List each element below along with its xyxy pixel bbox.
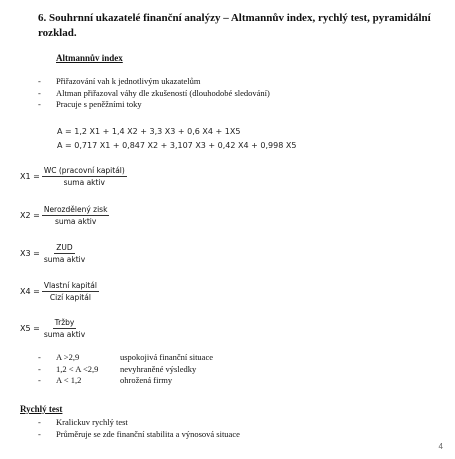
page-number: 4 (438, 442, 443, 451)
formula-variable: X2 = (20, 211, 40, 220)
formula-variable: X3 = (20, 249, 40, 258)
list-item: - Přiřazování vah k jednotlivým ukazatelům (38, 76, 201, 86)
bullet-text: Pracuje s peněžními toky (56, 99, 142, 109)
altman-equation-2: A = 0,717 X1 + 0,847 X2 + 3,107 X3 + 0,42 X4 + 0,998 X5 (57, 141, 297, 150)
range-condition: 1,2 < A <2,9 (56, 363, 99, 374)
range-description: nevyhraněné výsledky (120, 363, 197, 374)
fraction-denominator: suma aktiv (54, 217, 97, 226)
altman-subheading: Altmannův index (56, 53, 123, 63)
list-item: - Kralickuv rychlý test (38, 417, 128, 427)
list-item: - Pracuje s peněžními toky (38, 99, 142, 109)
range-condition: A < 1,2 (56, 375, 82, 385)
fraction (42, 318, 87, 339)
list-item: - A >2,9 uspokojivá finanční situace (38, 352, 214, 362)
altman-ranges-list (38, 352, 213, 387)
formula-variable: X5 = (20, 324, 40, 333)
fraction (42, 166, 127, 187)
rychly-test-subheading: Rychlý test (20, 404, 63, 414)
section-heading: 6. Souhrnní ukazatelé finanční analýzy – Altmannův index, rychlý test, pyramidální rozklad. (38, 12, 431, 39)
rychly-test-bullet-list (38, 417, 240, 440)
bullet-text: Altman přiřazoval váhy dle zkušeností (dlouhodobé sledování) (56, 87, 270, 98)
list-item: - Průměruje se zde finanční stabilita a výnosová situace (38, 428, 240, 439)
range-description: ohrožená firmy (120, 375, 173, 385)
range-condition: A >2,9 (56, 352, 80, 362)
fraction (42, 205, 110, 226)
formula-x4 (20, 281, 99, 302)
altman-bullet-list (38, 76, 270, 111)
fraction-numerator: Nerozdělený zisk (43, 205, 108, 214)
formula-variable: X4 = (20, 287, 40, 296)
altman-equation-1: A = 1,2 X1 + 1,4 X2 + 3,3 X3 + 0,6 X4 + 1X5 (57, 127, 241, 136)
fraction (42, 281, 99, 302)
bullet-text: Kralickuv rychlý test (56, 417, 128, 427)
formula-x1 (20, 166, 127, 187)
fraction-numerator: Tržby (54, 318, 75, 327)
list-item: - Altman přiřazoval váhy dle zkušeností (dlouhodobé sledování) (38, 87, 270, 98)
fraction-numerator: Vlastní kapitál (43, 281, 97, 290)
bullet-text: Průměruje se zde finanční stabilita a výnosová situace (56, 428, 240, 439)
fraction-numerator: ZUD (56, 243, 73, 252)
fraction-denominator: suma aktiv (43, 255, 86, 264)
range-description: uspokojivá finanční situace (120, 352, 214, 362)
formula-x5 (20, 318, 87, 339)
formula-variable: X1 = (20, 172, 40, 181)
formula-x2 (20, 205, 109, 226)
fraction (42, 243, 87, 264)
bullet-text: Přiřazování vah k jednotlivým ukazatelům (56, 76, 201, 86)
fraction-denominator: suma aktiv (63, 178, 105, 187)
list-item: - A < 1,2 ohrožená firmy (38, 375, 173, 385)
fraction-denominator: suma aktiv (43, 330, 86, 339)
fraction-numerator: WC (pracovní kapitál) (43, 166, 125, 175)
formula-x3 (20, 243, 87, 264)
fraction-denominator: Cizí kapitál (49, 293, 91, 302)
list-item: - 1,2 < A <2,9 nevyhraněné výsledky (38, 363, 197, 374)
